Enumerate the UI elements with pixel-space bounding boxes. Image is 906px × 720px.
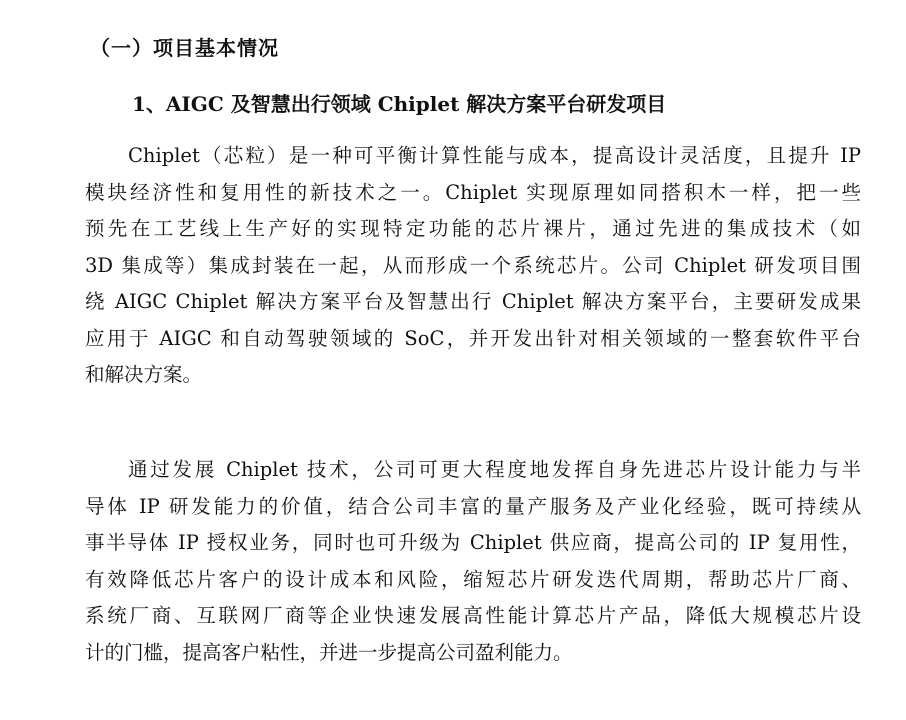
paragraph-line: 通过发展 Chiplet 技术，公司可更大程度地发挥自身先进芯片设计能力与半 [128,458,861,481]
paragraph-line: 3D 集成等）集成封装在一起，从而形成一个系统芯片。公司 Chiplet 研发项目围 [85,253,861,277]
paragraph-chiplet-intro [85,138,861,394]
paragraph-line: 预先在工艺线上生产好的实现特定功能的芯片裸片，通过先进的集成技术（如 [85,217,861,240]
paragraph-line: 有效降低芯片客户的设计成本和风险，缩短芯片研发迭代周期，帮助芯片厂商、 [85,567,861,591]
paragraph-line: 模块经济性和复用性的新技术之一。Chiplet 实现原理如同搭积木一样，把一些 [85,180,861,204]
subsection-heading: 1、AIGC 及智慧出行领域 Chiplet 解决方案平台研发项目 [132,92,667,116]
paragraph-line: Chiplet（芯粒）是一种可平衡计算性能与成本，提高设计灵活度，且提升 IP [128,144,861,167]
paragraph-chiplet-value [85,452,861,671]
paragraph-line: 绕 AIGC Chiplet 解决方案平台及智慧出行 Chiplet 解决方案平台，主要研发成果 [85,290,861,313]
paragraph-line: 应用于 AIGC 和自动驾驶领域的 SoC，并开发出针对相关领域的一整套软件平台 [85,326,861,350]
paragraph-line: 导体 IP 研发能力的价值，结合公司丰富的量产服务及产业化经验，既可持续从 [85,494,861,518]
paragraph-line: 系统厂商、互联网厂商等企业快速发展高性能计算芯片产品，降低大规模芯片设 [85,604,861,627]
paragraph-line: 和解决方案。 [85,363,203,386]
paragraph-line: 计的门槛，提高客户粘性，并进一步提高公司盈利能力。 [85,640,573,664]
paragraph-line: 事半导体 IP 授权业务，同时也可升级为 Chiplet 供应商，提高公司的 IP 复用性， [85,531,861,554]
section-heading: （一）项目基本情况 [90,36,279,60]
